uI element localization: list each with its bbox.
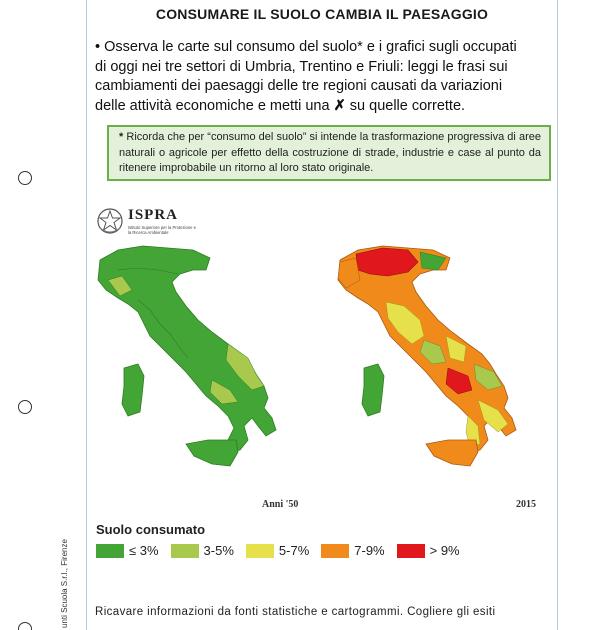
map-2015 xyxy=(338,246,516,466)
instruction-line: cambiamenti dei paesaggi delle tre regioni causati da variazioni xyxy=(95,78,503,94)
italy-maps xyxy=(88,240,556,505)
binder-hole xyxy=(18,171,32,185)
legend-swatch xyxy=(171,544,199,558)
legend-item xyxy=(96,543,159,558)
legend-item xyxy=(246,543,309,558)
legend-title: Suolo consumato xyxy=(96,522,206,537)
note-text: Ricorda che per “consumo del suolo” si intende la trasformazione progressiva di aree naturali o agricole per effetto della costruzione di strade, industrie e case al punto da ritenere improbabile un ritorno al loro stato originale. xyxy=(119,131,541,174)
legend-label: 7-9% xyxy=(354,543,385,558)
legend-label: ≤ 3% xyxy=(129,543,159,558)
legend-item xyxy=(321,543,384,558)
legend-item xyxy=(171,543,234,558)
legend-swatch xyxy=(397,544,425,558)
note-box xyxy=(107,125,551,181)
map-label-2015: 2015 xyxy=(516,499,536,510)
map-label-1950: Anni '50 xyxy=(262,499,299,510)
legend-label: 5-7% xyxy=(278,543,310,558)
instruction-line: su quelle corrette. xyxy=(349,97,466,114)
bullet: • xyxy=(95,39,101,55)
legend-label: 3-5% xyxy=(203,543,234,558)
footer-text: Ricavare informazioni da fonti statistiche e cartogrammi. Cogliere gli esiti xyxy=(95,606,496,618)
legend-label: > 9% xyxy=(429,543,460,558)
ispra-subtitle: Istituto Superiore per la Protezione e la Ricerca Ambientale xyxy=(128,225,196,235)
instruction-line: di oggi nei tre settori di Umbria, Trentino e Friuli: leggi le frasi sui xyxy=(95,58,508,75)
binder-hole xyxy=(18,622,32,630)
cross-mark-icon: ✗ xyxy=(333,97,346,114)
instruction-text xyxy=(95,38,557,116)
ispra-name: ISPRA xyxy=(128,207,179,223)
legend-item xyxy=(397,543,460,558)
legend-swatch xyxy=(96,544,124,558)
legend-swatch xyxy=(321,544,349,558)
instruction-line: delle attività economiche e metti una xyxy=(95,97,330,114)
ispra-emblem-icon xyxy=(96,206,124,236)
note-star: * xyxy=(119,131,124,143)
legend xyxy=(96,543,472,558)
binder-hole xyxy=(18,400,32,414)
legend-swatch xyxy=(246,544,274,558)
page-title: CONSUMARE IL SUOLO CAMBIA IL PAESAGGIO xyxy=(155,6,489,22)
side-credit: unti Scuola S.r.l., Firenze xyxy=(60,539,69,628)
map-1950 xyxy=(98,246,276,466)
instruction-line: Osserva le carte sul consumo del suolo* e i grafici sugli occupati xyxy=(104,39,517,55)
